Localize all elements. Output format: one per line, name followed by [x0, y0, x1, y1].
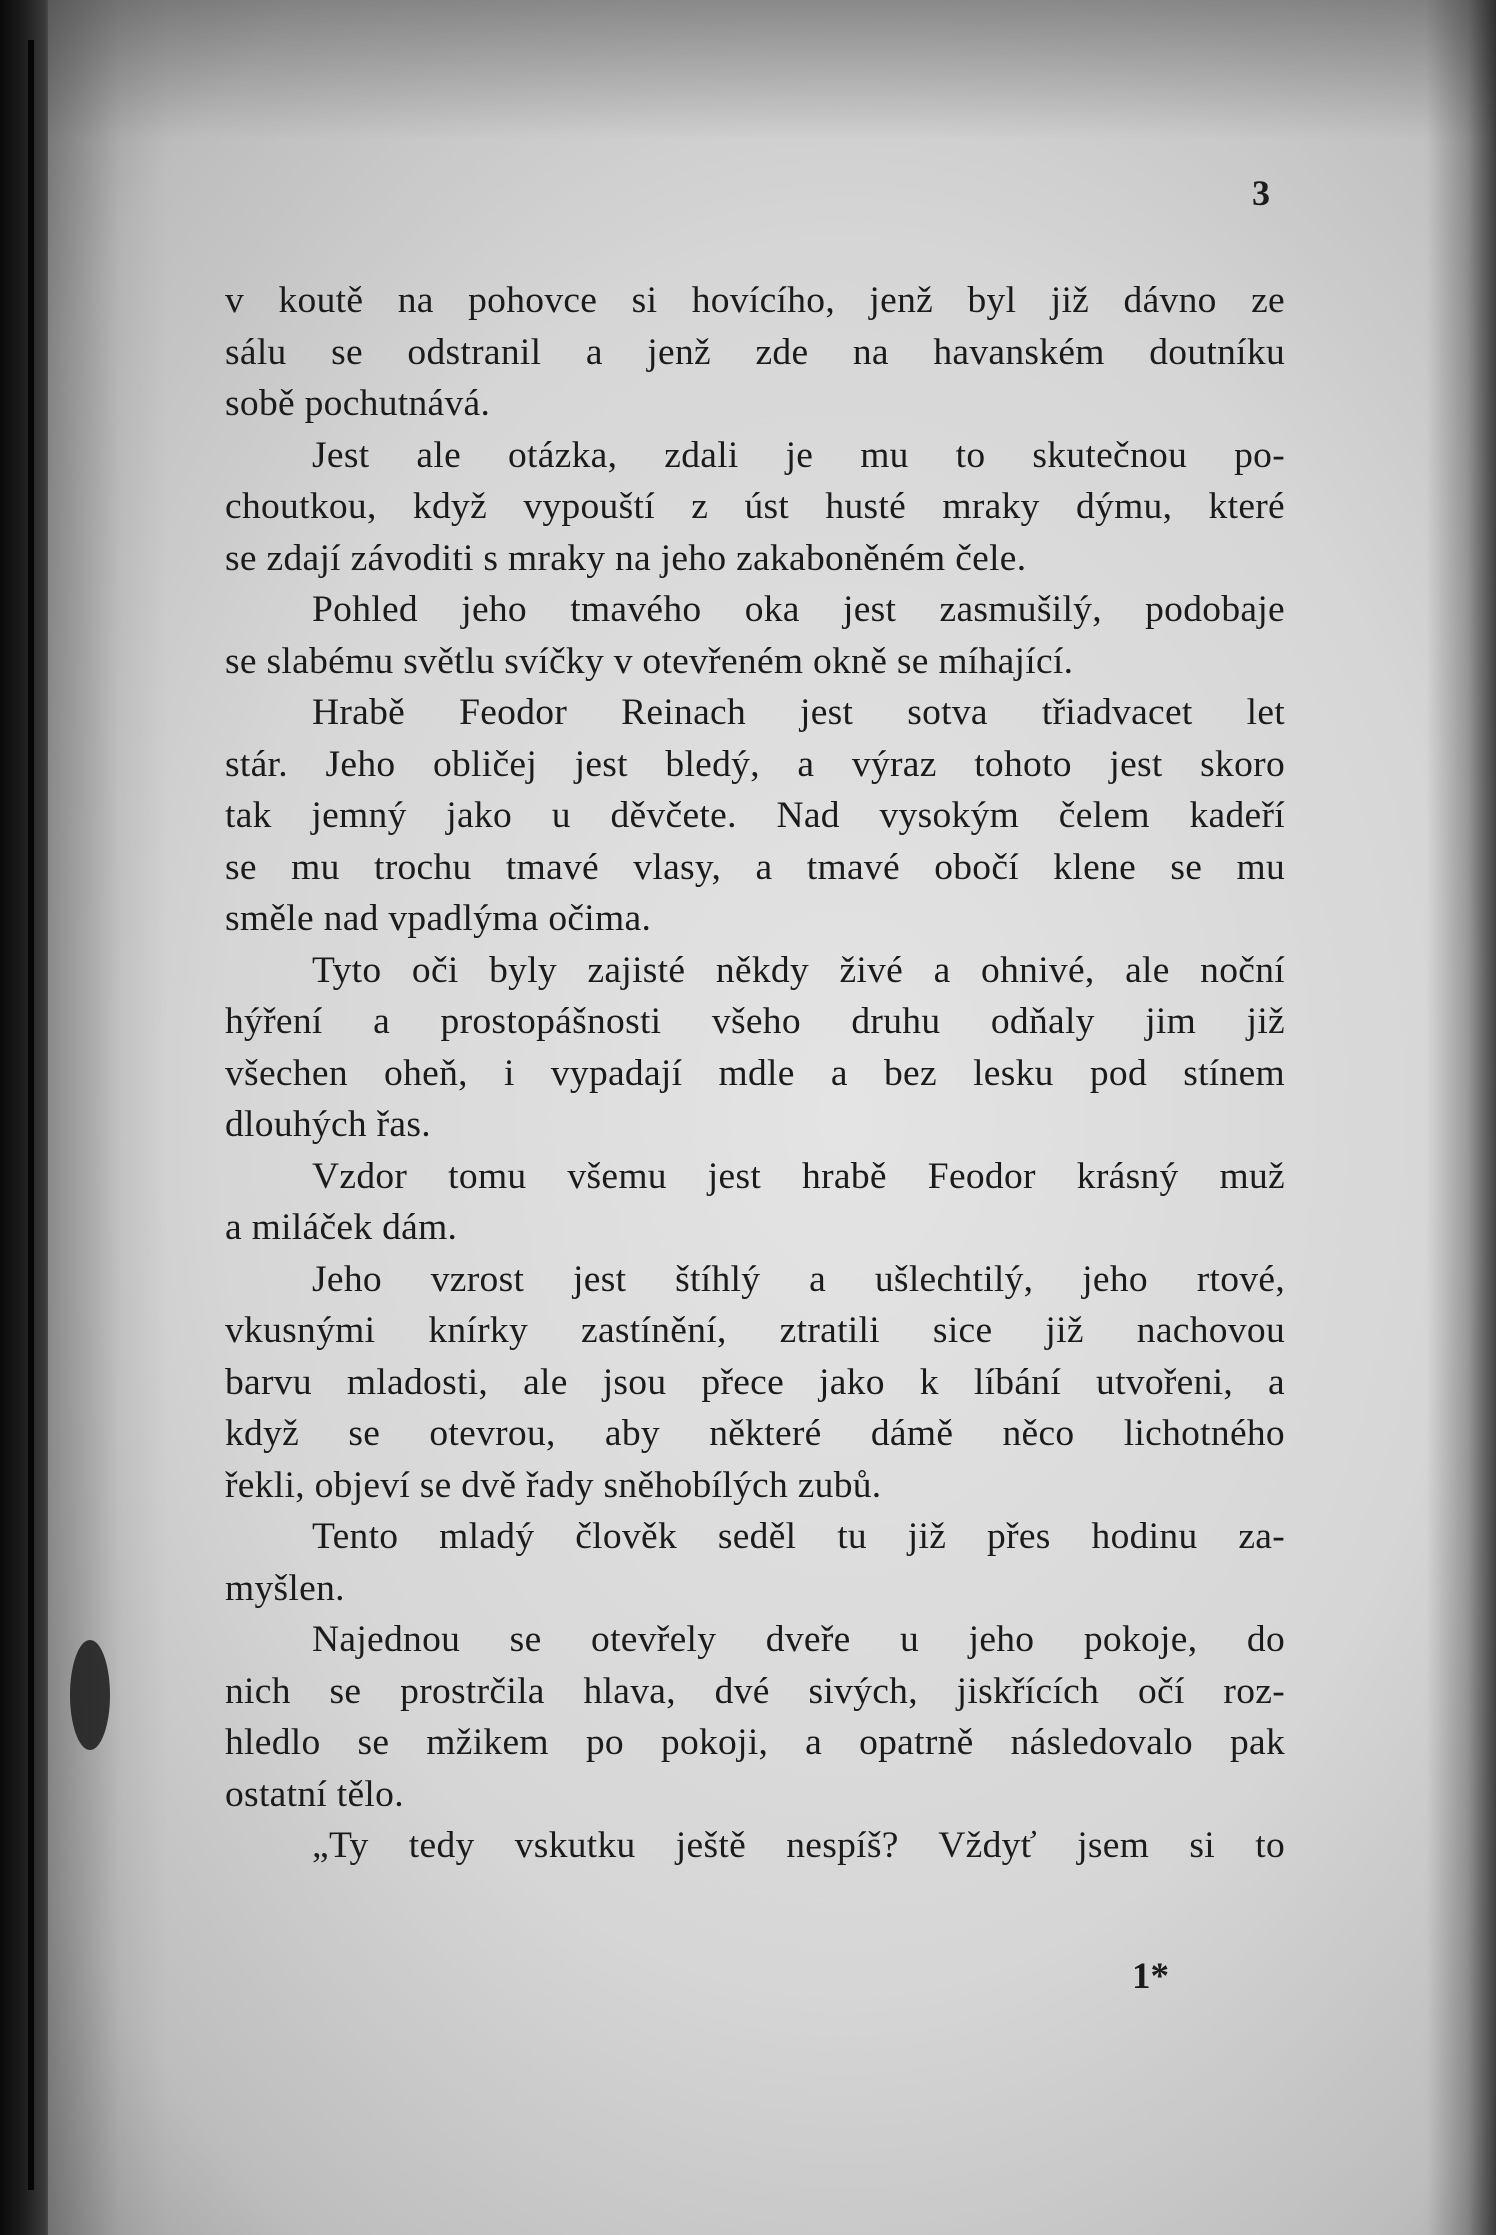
text-line: se mu trochu tmavé vlasy, a tmavé obočí klene se mu [225, 846, 1285, 888]
text-line: a miláček dám. [225, 1207, 458, 1248]
text-line: řekli, objeví se dvě řady sněhobílých zubů. [225, 1464, 882, 1506]
text-line: směle nad vpadlýma očima. [225, 898, 652, 939]
text-line: hledlo se mžikem po pokoji, a opatrně následovalo pak [225, 1722, 1285, 1763]
text-line: sálu se odstranil a jenž zde na havanském doutníku [225, 331, 1285, 373]
text-line: všechen oheň, i vypadají mdle a bez lesku pod stínem [225, 1052, 1285, 1094]
body-text [225, 275, 1285, 1872]
text-line: nich se prostrčila hlava, dvé sivých, jiskřících očí roz- [225, 1670, 1285, 1712]
text-line: Tento mladý člověk seděl tu již přes hodinu za- [312, 1516, 1285, 1557]
text-line: dlouhých řas. [225, 1104, 431, 1145]
text-line: choutkou, když vypouští z úst husté mraky dýmu, které [225, 486, 1285, 527]
text-line: Pohled jeho tmavého oka jest zasmušilý, podobaje [312, 589, 1285, 630]
text-line: Tyto oči byly zajisté někdy živé a ohnivé, ale noční [312, 949, 1285, 991]
text-line: se slabému světlu svíčky v otevřeném okně se míhající. [225, 640, 1074, 682]
text-line: myšlen. [225, 1567, 345, 1609]
text-line: Najednou se otevřely dveře u jeho pokoje, do [312, 1619, 1285, 1660]
text-line: „Ty tedy vskutku ještě nespíš? Vždyť jsem si to [312, 1825, 1285, 1866]
text-line: barvu mladosti, ale jsou přece jako k líbání utvořeni, a [225, 1361, 1285, 1403]
text-line: Vzdor tomu všemu jest hrabě Feodor krásný muž [312, 1155, 1285, 1197]
text-line: vkusnými knírky zastínění, ztratili sice již nachovou [225, 1310, 1285, 1351]
text-line: Jeho vzrost jest štíhlý a ušlechtilý, jeho rtové, [312, 1258, 1285, 1300]
text-line: stár. Jeho obličej jest bledý, a výraz tohoto jest skoro [225, 743, 1285, 785]
text-line: tak jemný jako u děvčete. Nad vysokým čelem kadeří [225, 795, 1285, 836]
signature-mark: 1* [1132, 1956, 1169, 1997]
text-line: se zdají závoditi s mraky na jeho zakaboněném čele. [225, 537, 1027, 579]
page-gutter-shadow [48, 0, 168, 2235]
text-line: v koutě na pohovce si hovícího, jenž byl již dávno ze [225, 280, 1285, 321]
text-line: hýření a prostopášnosti všeho druhu odňaly jim již [225, 1001, 1285, 1042]
page-top-shadow [48, 0, 1496, 140]
text-line: sobě pochutnává. [225, 383, 491, 424]
text-line: Jest ale otázka, zdali je mu to skutečnou po- [312, 434, 1285, 476]
text-line: Hrabě Feodor Reinach jest sotva třiadvacet let [312, 692, 1285, 733]
spine-binding [28, 40, 34, 2190]
text-line: ostatní tělo. [225, 1773, 404, 1815]
text-line: když se otevrou, aby některé dámě něco lichotného [225, 1413, 1285, 1454]
page-number: 3 [1252, 173, 1270, 213]
page-edge-shadow [1426, 0, 1496, 2235]
ink-smudge [70, 1640, 110, 1750]
